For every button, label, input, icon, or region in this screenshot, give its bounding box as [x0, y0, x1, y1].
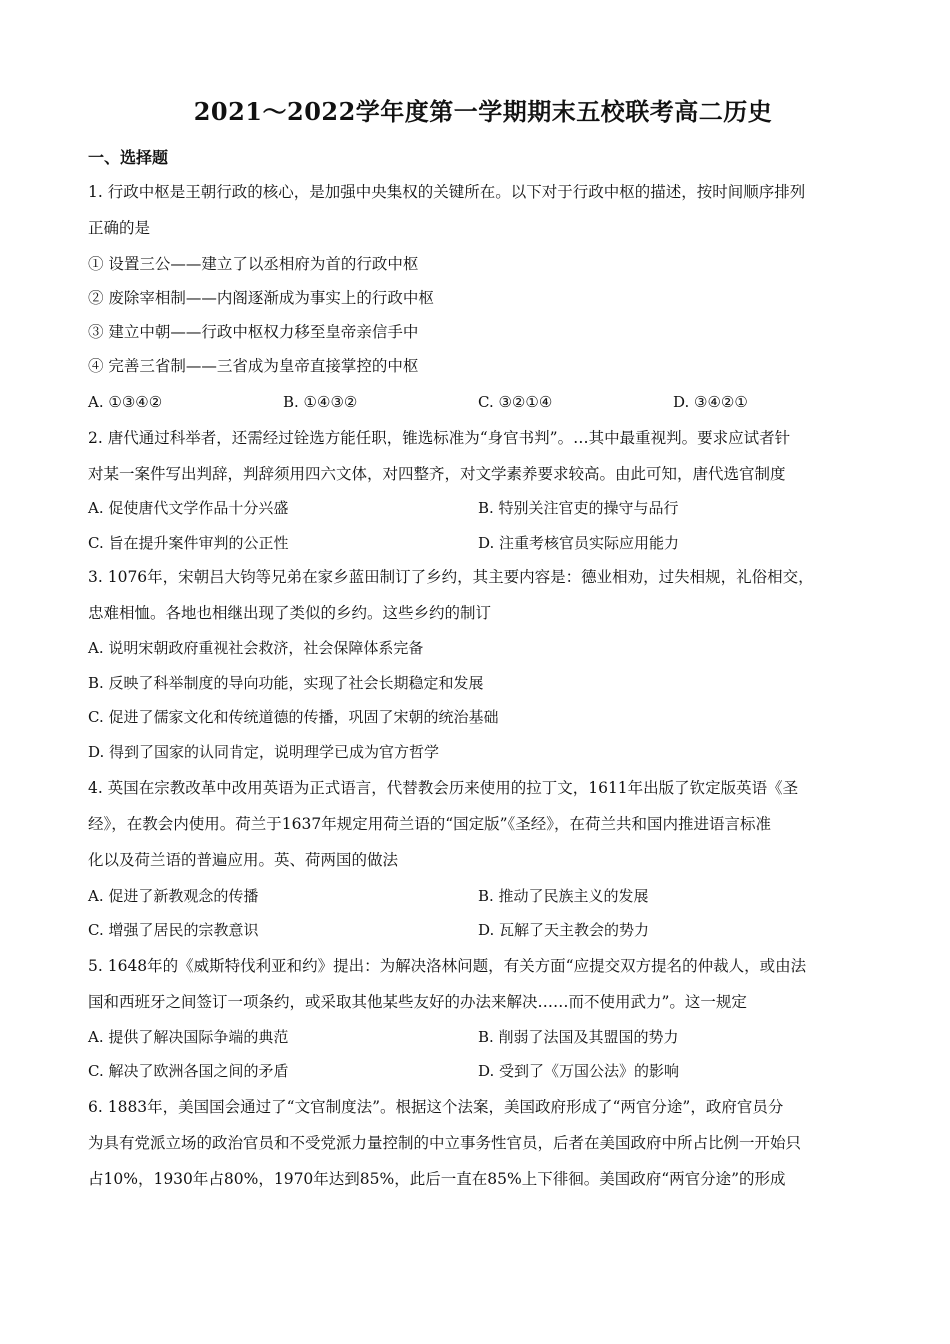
q1-item-4: ④ 完善三省制——三省成为皇帝直接掌控的中枢: [88, 357, 419, 375]
q5-option-d: D. 受到了《万国公法》的影响: [478, 1062, 680, 1080]
q3-stem-line-1: 3. 1076年，宋朝吕大钧等兄弟在家乡蓝田制订了乡约，其主要内容是：德业相劝，过失相规，礼俗相交，: [88, 568, 814, 586]
q1-option-d: D. ③④②①: [673, 393, 748, 411]
q2-option-a: A. 促使唐代文学作品十分兴盛: [88, 499, 289, 517]
q1-item-2: ② 废除宰相制——内阁逐渐成为事实上的行政中枢: [88, 289, 434, 307]
q5-option-c: C. 解决了欧洲各国之间的矛盾: [88, 1062, 289, 1080]
q3-option-a: A. 说明宋朝政府重视社会救济，社会保障体系完备: [88, 639, 424, 657]
q4-option-c: C. 增强了居民的宗教意识: [88, 921, 259, 939]
q3-stem-line-2: 忠难相恤。各地也相继出现了类似的乡约。这些乡约的制订: [88, 604, 492, 622]
section-heading: 一、选择题: [88, 148, 169, 167]
q4-option-b: B. 推动了民族主义的发展: [478, 887, 649, 905]
q2-option-d: D. 注重考核官员实际应用能力: [478, 534, 680, 552]
q6-stem-line-1: 6. 1883年，美国国会通过了“文官制度法”。根据这个法案，美国政府形成了“两官分途”，政府官员分: [88, 1098, 784, 1116]
q2-stem-line-1: 2. 唐代通过科举者，还需经过铨选方能任职，锥选标准为“身官书判”。…其中最重视判。要求应试者针: [88, 429, 791, 447]
q4-stem-line-3: 化以及荷兰语的普遍应用。英、荷两国的做法: [88, 851, 399, 869]
q1-option-b: B. ①④③②: [283, 393, 358, 411]
q6-stem-line-3: 占10%，1930年占80%，1970年达到85%，此后一直在85%上下徘徊。美国政府“两官分途”的形成: [88, 1170, 786, 1188]
q3-option-b: B. 反映了科举制度的导向功能，实现了社会长期稳定和发展: [88, 674, 484, 692]
q2-stem-line-2: 对某一案件写出判辞，判辞须用四六文体，对四整齐，对文学素养要求较高。由此可知，唐代选官制度: [88, 465, 786, 483]
page-title: 2021～2022学年度第一学期期末五校联考高二历史: [193, 97, 773, 126]
q2-option-c: C. 旨在提升案件审判的公正性: [88, 534, 289, 552]
q5-option-b: B. 削弱了法国及其盟国的势力: [478, 1028, 679, 1046]
q4-stem-line-1: 4. 英国在宗教改革中改用英语为正式语言，代替教会历来使用的拉丁文，1611年出版了钦定版英语《圣: [88, 779, 799, 797]
q1-item-1: ① 设置三公——建立了以丞相府为首的行政中枢: [88, 255, 419, 273]
q1-stem-line-1: 1. 行政中枢是王朝行政的核心，是加强中央集权的关键所在。以下对于行政中枢的描述，按时间顺序排列: [88, 183, 806, 201]
q1-item-3: ③ 建立中朝——行政中枢权力移至皇帝亲信手中: [88, 323, 419, 341]
q5-stem-line-1: 5. 1648年的《威斯特伐利亚和约》提出：为解决洛林问题，有关方面“应提交双方提名的仲裁人，或由法: [88, 957, 807, 975]
q4-stem-line-2: 经》，在教会内使用。荷兰于1637年规定用荷兰语的“国定版”《圣经》，在荷兰共和国内推进语言标准: [88, 815, 772, 833]
q4-option-a: A. 促进了新教观念的传播: [88, 887, 259, 905]
q6-stem-line-2: 为具有党派立场的政治官员和不受党派力量控制的中立事务性官员，后者在美国政府中所占比例一开始只: [88, 1134, 802, 1152]
q1-stem-line-2: 正确的是: [88, 219, 151, 237]
q3-option-c: C. 促进了儒家文化和传统道德的传播，巩固了宋朝的统治基础: [88, 708, 499, 726]
q3-option-d: D. 得到了国家的认同肯定，说明理学已成为官方哲学: [88, 743, 440, 761]
q1-option-c: C. ③②①④: [478, 393, 553, 411]
q2-option-b: B. 特别关注官吏的操守与品行: [478, 499, 679, 517]
q1-option-a: A. ①③④②: [88, 393, 163, 411]
q5-stem-line-2: 国和西班牙之间签订一项条约，或采取其他某些友好的办法来解决……而不使用武力”。这一规定: [88, 993, 747, 1011]
q4-option-d: D. 瓦解了天主教会的势力: [478, 921, 650, 939]
q5-option-a: A. 提供了解决国际争端的典范: [88, 1028, 289, 1046]
